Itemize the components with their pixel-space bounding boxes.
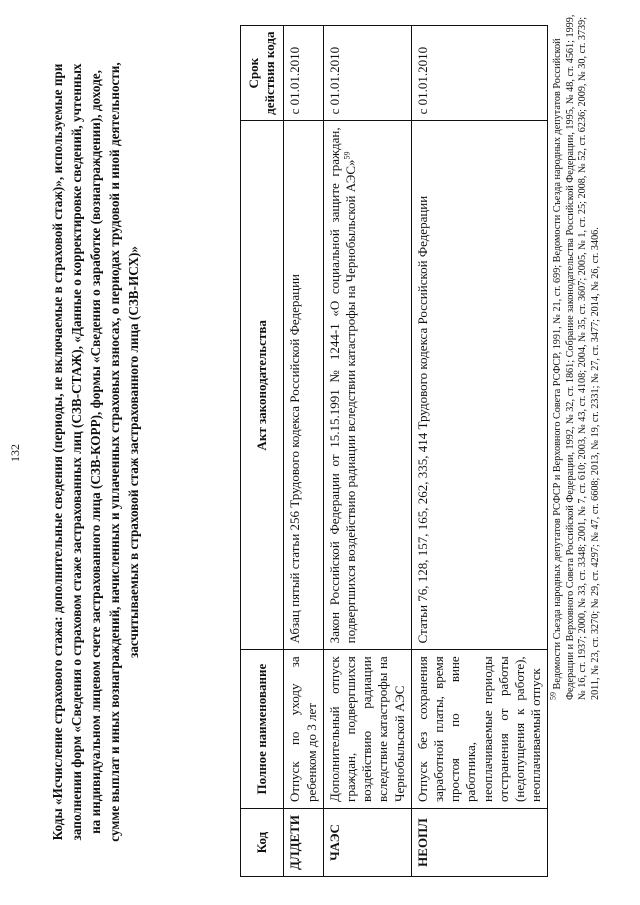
page-number: 132	[8, 444, 22, 462]
cell-code: ДЛДЕТИ	[284, 808, 323, 876]
table-row	[284, 26, 323, 877]
codes-table	[240, 25, 548, 877]
footnote-divider	[547, 530, 548, 700]
header-code: Код	[241, 808, 284, 876]
header-act: Акт законодательства	[241, 121, 284, 650]
cell-act: Абзац пятый статьи 256 Трудового кодекса Российской Федерации	[284, 121, 323, 650]
footnote	[548, 10, 602, 700]
table-row	[411, 26, 548, 877]
header-name: Полное наименование	[241, 650, 284, 809]
table-header-row	[241, 26, 284, 877]
cell-code: НЕОПЛ	[411, 808, 548, 876]
cell-date: с 01.01.2010	[323, 26, 411, 121]
cell-name: Дополнительный отпуск граждан, подвергшихся воздействию радиации вследствие катастрофы на Чернобыльской АЭС	[323, 650, 411, 809]
header-date: Срок действия кода	[241, 26, 284, 121]
table-row	[323, 26, 411, 877]
document-title: Коды «Исчисление страхового стажа: дополнительные сведения (периоды, не включаемые в страховой стаж)», используемые при заполнении форм «Сведения о страховом стаже застрахованных лиц (СЗВ-СТАЖ), «Данные о корректировке сведений, учтенных на индивидуальном лицевом счете застрахованного лица (СЗВ-КОРР), формы «Сведения о заработке (вознаграждении), доходе, сумме выплат и иных вознаграждений, начисленных и уплаченных страховых взносах, о периодах трудовой и иной деятельности, засчитываемых в страховой стаж застрахованного лица (СЗВ-ИСХ)»	[50, 62, 141, 842]
footnote-text: Ведомости Съезда народных депутатов РСФСР и Верховного Совета РСФСР, 1991, № 21, ст. 699; Ведомости Съезда народных депутатов Российской Федерации и Верховного Совета Российской Федерации, 1992, № 32, ст. 1861; Собрание законодательства Российской Федерации, 1995, № 48, ст. 4561; 1999, № 16, ст. 1937; 2000, № 33, ст. 3348; 2001, № 7, ст. 610; 2003, № 43, ст. 4108; 2004, № 35, ст. 3607; 2005, № 1, ст. 25; 2008, № 52, ст. 6236; 2009, № 30, ст. 3739; 2011, № 23, ст. 3270; № 29, ст. 4297; № 47, ст. 6608; 2013, № 19, ст. 2331; № 27, ст. 3477; 2014, № 26, ст. 3406.	[552, 14, 601, 700]
cell-name: Отпуск без сохранения заработной платы, время простоя по вине работника, неоплачиваемые периоды отстранения от работы (недопущения к работе), неоплачиваемый отпуск	[411, 650, 548, 809]
act-text: Закон Российской Федерации от 15.15.1991 № 1244-1 «О социальной защите граждан, подвергшихся воздействию радиации вследствии катастрофы на Чернобыльской АЭС»	[326, 127, 359, 644]
cell-date: с 01.01.2010	[284, 26, 323, 121]
cell-act: Статьи 76, 128, 157, 165, 262, 335, 414 Трудового кодекса Российской Федерации	[411, 121, 548, 650]
cell-name: Отпуск по уходу за ребенком до 3 лет	[284, 650, 323, 809]
footnote-mark: 59	[548, 692, 558, 700]
cell-act	[323, 121, 411, 650]
cell-date: с 01.01.2010	[411, 26, 548, 121]
footnote-reference[interactable]: 59	[342, 151, 352, 160]
cell-code: ЧАЭС	[323, 808, 411, 876]
